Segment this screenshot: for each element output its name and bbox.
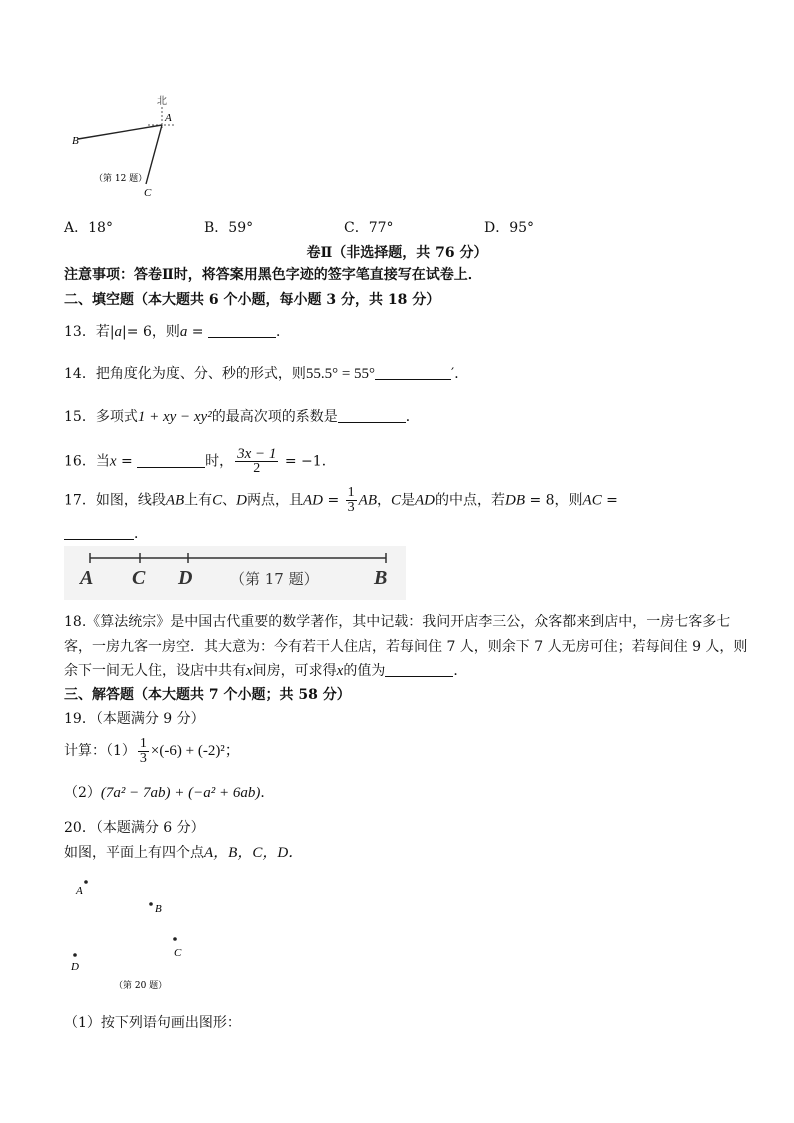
answer-blank-15[interactable] [338, 408, 406, 423]
question-16: 16．当x = 时， $\frac{3x - 1}{2}$ = −1． [64, 446, 336, 476]
figure-17 [64, 546, 406, 600]
fig17-label-b: B [374, 567, 388, 589]
question-19-part-2: （2）(7a² − 7ab) + (−a² + 6ab)． [64, 785, 275, 801]
fraction-17: $\frac{1}{3}$ [347, 485, 355, 515]
figure-20 [64, 872, 214, 994]
question-20-sub-1: （1）按下列语句画出图形： [64, 1015, 241, 1031]
q12-option-d: D．95° [484, 220, 535, 236]
question-20-text: 如图，平面上有四个点A，B，C，D． [64, 845, 304, 861]
question-17: 17．如图，线段AB上有C、D两点，且AD = $\frac{1}{3}$ AB，C是AD的中点，若DB = 8，则AC = [64, 485, 618, 515]
notice: 注意事项：答卷Ⅱ时，将答案用黑色字迹的签字笔直接写在试卷上． [64, 267, 482, 283]
question-19-header: 19．（本题满分 9 分） [64, 711, 205, 727]
question-18-line-3: 余下一间无人住，设店中共有x间房，可求得x的值为 ． [64, 663, 468, 679]
question-14: 14．把角度化为度、分、秒的形式，则55.5° = 55° ′． [64, 366, 469, 382]
q12-option-b: B．59° [204, 220, 254, 236]
fig12-label-a: A [165, 112, 172, 124]
fraction-16: $\frac{3x - 1}{2}$ [237, 446, 277, 476]
fig20-caption: （第 20 题） [114, 981, 168, 991]
fig20-label-d: D [71, 961, 79, 973]
fig12-north: 北 [157, 96, 167, 107]
fig17-label-d: D [178, 567, 193, 589]
fig20-point-d [73, 953, 77, 957]
fig17-label-a: A [80, 567, 94, 589]
fig17-label-c: C [132, 567, 146, 589]
fig20-label-c: C [174, 947, 182, 959]
question-18-line-2: 客，一房九客一房空．其大意为：今有若干人住店，若每间住 7 人，则余下 7 人无房可住；若每间住 9 人，则 [64, 639, 748, 655]
answer-blank-17[interactable] [64, 525, 134, 540]
fig12-caption: （第 12 题） [94, 174, 148, 184]
fig17-caption: （第 17 题） [230, 570, 319, 588]
fraction-19: $\frac{1}{3}$ [139, 735, 147, 766]
fig12-label-b: B [72, 135, 79, 147]
part2-title: 卷Ⅱ（非选择题，共 76 分） [306, 245, 488, 261]
answer-blank-16[interactable] [137, 453, 205, 468]
section2-title: 二、填空题（本大题共 6 个小题，每小题 3 分，共 18 分） [64, 292, 441, 308]
q12-option-c: C．77° [344, 220, 394, 236]
answer-blank-14[interactable] [375, 365, 451, 380]
fig20-label-b: B [155, 903, 162, 915]
fig20-point-a [84, 880, 88, 884]
question-13: 13．若|a|= 6，则a = ． [64, 324, 290, 340]
answer-blank-18[interactable] [385, 662, 453, 677]
question-18-line-1: 18.《算法统宗》是中国古代重要的数学著作，其中记载：我问开店李三公，众客都来到店中，一房七客多七 [64, 614, 731, 630]
fig20-label-a: A [76, 885, 83, 897]
question-17-blank-line: ． [64, 524, 148, 544]
figure-12 [64, 92, 194, 200]
question-19-part-1: 计算：（1） $\frac{1}{3}$ ×(-6) + (-2)²； [64, 735, 240, 766]
fig20-point-c [173, 937, 177, 941]
question-20-header: 20．（本题满分 6 分） [64, 820, 205, 836]
fig12-label-c: C [144, 187, 152, 199]
fig20-point-b [149, 902, 153, 906]
question-15: 15．多项式1 + xy − xy²的最高次项的系数是 ． [64, 409, 420, 425]
q12-option-a: A．18° [64, 220, 113, 236]
answer-blank-13[interactable] [208, 323, 276, 338]
section3-title: 三、解答题（本大题共 7 个小题；共 58 分） [64, 687, 351, 703]
